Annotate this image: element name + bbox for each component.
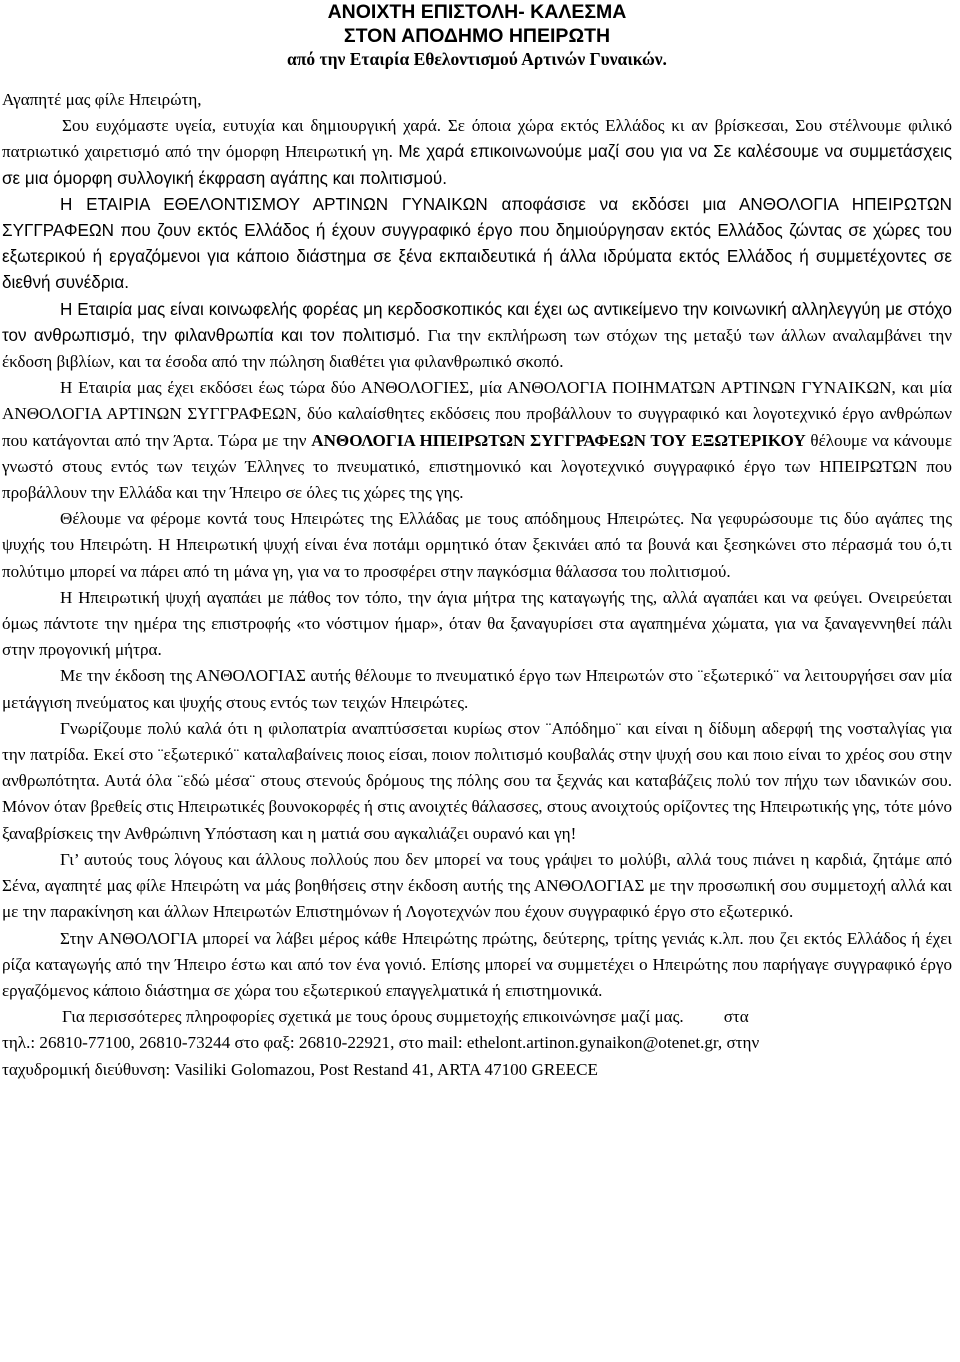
contact-intro-text: Για περισσότερες πληροφορίες σχετικά με τους όρους συμμετοχής επικοινώνησε μαζί μας. — [62, 1007, 684, 1027]
invitation-text: Με χαρά επικοινωνούμε μαζί σου για να Σε καλέσουμε να συμμετάσχεις σε μια όμορφη συλλογική έκφραση αγάπης και πολιτισμού. — [2, 142, 952, 188]
paragraph-eligibility: Στην ΑΝΘΟΛΟΓΙΑ μπορεί να λάβει μέρος κάθε Ηπειρώτης πρώτης, δεύτερης, τρίτης γενιάς κ.λπ. που ζει εκτός Ελλάδος ή έχει ρίζα καταγωγής από την Ήπειρο έστω και από τον ένα γονιό. Επίσης μπορεί να συμμετέχει ο Ηπειρώτης που παρήγαγε συγγραφικό έργο εργαζόμενος κάποιο διάστημα σε χώρα του εξωτερικού επαγγελματικά ή επιστημονικά. — [2, 928, 952, 1000]
header-title: ΑΝΟΙΧΤΗ ΕΠΙΣΤΟΛΗ- ΚΑΛΕΣΜΑ — [327, 1, 627, 23]
previous-anthologies-text: Η Εταιρία μας έχει εκδόσει έως τώρα δύο ΑΝΘΟΛΟΓΙΕΣ, μία ΑΝΘΟΛΟΓΙΑ ΠΟΙΗΜΑΤΩΝ ΑΡΤΙΝΩΝ ΓΥΝΑΙΚΩΝ, και μία ΑΝΘΟΛΟΓΙΑ ΑΡΤΙΝΩΝ ΣΥΓΓΡΑΦΕΩΝ, δύο καλαίσθητες εκδόσεις που προβάλλουν το συγγραφικό και λογοτεχνικό έργο ανθρώπων που κατάγονται από την Άρτα. Τώρα με την — [2, 378, 952, 450]
society-purpose-text: Η Εταιρία μας είναι κοινωφελής φορέας μη κερδοσκοπικός και έχει ως αντικείμενο την κοινωνική αλληλεγγύη με στόχο τον ανθρωπισμό, την φιλανθρωπία και τον πολιτισμό. — [2, 299, 952, 345]
contact-intro-end: στα — [723, 1007, 749, 1027]
letter-header — [2, 0, 952, 71]
header-sender: από την Εταιρία Εθελοντισμού Αρτινών Γυναικών. — [287, 49, 667, 69]
paragraph-anthology-decision: Η ΕΤΑΙΡΙΑ ΕΘΕΛΟΝΤΙΣΜΟΥ ΑΡΤΙΝΩΝ ΓΥΝΑΙΚΩΝ αποφάσισε να εκδόσει μια ΑΝΘΟΛΟΓΙΑ ΗΠΕΙΡΩΤΩΝ ΣΥΓΓΡΑΦΕΩΝ που ζουν εκτός Ελλάδος ή έχουν συγγραφικό έργο που δημιούργησαν εκτός Ελλάδος ζώντας σε χώρες του εξωτερικού ή εργαζόμενοι για κάποιο διάστημα σε ξένα εκπαιδευτικά ή άλλα ιδρύματα εκτός Ελλάδος ή συμμετέχοντες σε διεθνή συνέδρια. — [2, 194, 952, 293]
paragraph-previous-anthologies — [2, 375, 952, 506]
paragraph-society-purpose — [2, 297, 952, 376]
postal-address: ταχυδρομική διεύθυνση: Vasiliki Golomazou, Post Restand 41, ARTA 47100 GREECE — [2, 1059, 598, 1079]
greeting-text: Σου ευχόμαστε υγεία, ευτυχία και δημιουργική χαρά. Σε όποια χώρα εκτός Ελλάδος κι αν βρίσκεσαι, Σου στέλνουμε φιλικό πατριωτικό χαιρετισμό από την όμορφη Ηπειρωτική γη. — [2, 116, 952, 162]
paragraph-request: Γι’ αυτούς τους λόγους και άλλους πολλούς που δεν μπορεί να τους γράψει το μολύβι, αλλά τους πιάνει η καρδιά, ζητάμε από Σένα, αγαπητέ μας φίλε Ηπειρώτη να μάς βοηθήσεις στην έκδοση αυτής της ΑΝΘΟΛΟΓΙΑΣ με την προσωπική σου συμμετοχή αλλά και με την παρακίνηση και άλλων Ηπειρωτών Επιστημόνων ή Λογοτεχνών που έχουν συγγραφικό έργο στο εξωτερικό. — [2, 849, 952, 922]
anthology-title: ΑΝΘΟΛΟΓΙΑ ΗΠΕΙΡΩΤΩΝ ΣΥΓΓΡΑΦΕΩΝ ΤΟΥ ΕΞΩΤΕΡΙΚΟΥ — [311, 430, 806, 450]
paragraph-greeting — [2, 113, 952, 192]
paragraph-transfusion: Με την έκδοση της ΑΝΘΟΛΟΓΙΑΣ αυτής θέλουμε το πνευματικό έργο των Ηπειρωτών στο ¨εξωτερικό¨ να λειτουργήσει σαν μία μετάγγιση πνεύματος και ψυχής στους εντός των τειχών Ηπειρώτες. — [2, 666, 952, 712]
contact-intro — [2, 1004, 952, 1030]
contact-footer — [2, 1004, 952, 1083]
paragraph-bridge: Θέλουμε να φέρομε κοντά τους Ηπειρώτες της Ελλάδας με τους απόδημους Ηπειρώτες. Να γεφυρώσουμε τις δύο αγάπες της ψυχής του Ηπειρώτη. Η Ηπειρωτική ψυχή είναι ένα ποτάμι ορμητικό όταν ξεκινάει από τα βουνά και ξεσηκώνει στο πέρασμά του ό,τι πολύτιμο μπορεί να πάρει από τη μάνα γη, για να το προσφέρει στην παγκόσμια θάλασσα του πολιτισμού. — [2, 509, 952, 581]
header-subtitle: ΣΤΟΝ ΑΠΟΔΗΜΟ ΗΠΕΙΡΩΤΗ — [343, 25, 611, 47]
salutation: Αγαπητέ μας φίλε Ηπειρώτη, — [2, 90, 202, 109]
goals-text: Για την εκπλήρωση των στόχων της μεταξύ των άλλων αναλαμβάνει την έκδοση βιβλίων, και τα έσοδα από την πώληση διαθέτει για φιλανθρωπικό σκοπό. — [2, 325, 952, 372]
paragraph-patriotism: Γνωρίζουμε πολύ καλά ότι η φιλοπατρία αναπτύσσεται κυρίως στον ¨Απόδημο¨ και είναι η δίδυμη αδερφή της νοσταλγίας για την πατρίδα. Εκεί στο ¨εξωτερικό¨ καταλαβαίνεις ποιος είσαι, ποιον πολιτισμό κουβαλάς στην ψυχή σου και ποιο είναι το χρέος σου στην ανθρωπότητα. Αυτά όλα ¨εδώ μέσα¨ στους στενούς δρόμους της πόλης σου τα ξεχνάς και καταβάζεις πολύ τον πήχυ των ιδανικών σου. Μόνον όταν βρεθείς στις Ηπειρωτικές βουνοκορφές ή στις ανοιχτές θάλασσες, στους ανοιχτούς ορίζοντες της Ηπειρωτικής γης, τότε μόνο ξαναβρίσκεις την Ανθρώπινη Υπόσταση και η ματιά σου αγκαλιάζει ουρανό και γη! — [2, 718, 952, 843]
contact-details: τηλ.: 26810-77100, 26810-73244 στο φαξ: 26810-22921, στο mail: ethelont.artinon.gynaikon@otenet.gr, στην — [2, 1033, 760, 1053]
anthology-goal-text: θέλουμε να κάνουμε γνωστό στους εντός των τειχών Έλληνες το πνευματικό, επιστημονικό και λογοτεχνικό συγγραφικό έργο των ΗΠΕΙΡΩΤΩΝ που προβάλλουν την Ελλάδα και την Ήπειρο σε όλες τις χώρες της γης. — [2, 430, 952, 503]
paragraph-epirote-soul: Η Ηπειρωτική ψυχή αγαπάει με πάθος τον τόπο, την άγια μήτρα της καταγωγής της, αλλά αγαπάει και να φεύγει. Ονειρεύεται όμως πάντοτε την ημέρα της επιστροφής «το νόστιμον ήμαρ», όταν θα ξαναγυρίσει στα αγαπημένα χώματα, για να ξαναγεννηθεί πάλι στην προγονική μήτρα. — [2, 587, 952, 660]
